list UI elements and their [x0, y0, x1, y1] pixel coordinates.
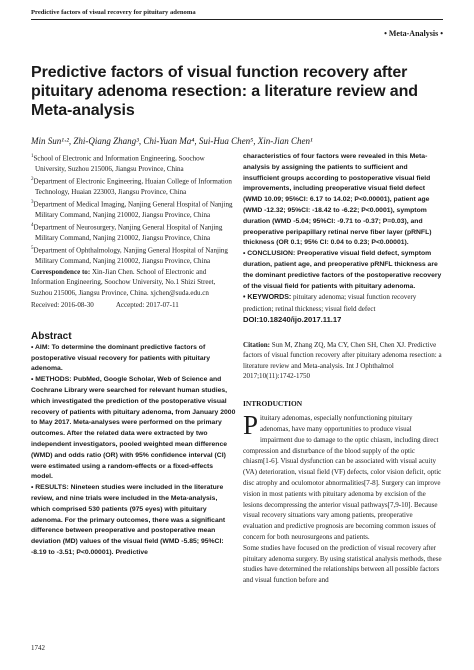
abstract-heading: Abstract: [31, 330, 72, 342]
abstract-results: • RESULTS: Nineteen studies were included in the literature review, and nine trials were included in the Meta-analysis, which comprised 530 patients (975 eyes) with pituitary adenoma. For the primary outcomes, there was a significant difference between preoperative and postoperative mean deviation (MD) values of the visual field (WMD -5.85; 95%CI: -8.19 to -3.51; P<0.00001). Predictive: [31, 484, 226, 557]
doi: DOI:10.18240/ijo.2017.11.17: [243, 314, 342, 324]
right-column: [243, 152, 443, 586]
abstract-aim: • AIM: To determine the dominant predictive factors of postoperative visual recovery for patients with pituitary adenoma.: [31, 343, 211, 373]
running-title: Predictive factors of visual recovery for pituitary adenoma: [31, 9, 196, 16]
dates-line: [31, 300, 236, 311]
introduction-paragraph-2: Some studies have focused on the prediction of visual recovery after pituitary adenoma surgery. By using statistical analysis methods, these studies have determined the relationships between all possible factors and visual function before and: [243, 543, 442, 585]
affiliation-1: $^1$School of Electronic and Information Engineering, Soochow University, Suzhou 215006, Jiangsu Province, China: [31, 154, 205, 174]
page-number: 1742: [31, 644, 45, 652]
introduction-paragraph-1: Pituitary adenomas, especially nonfunctioning pituitary adenomas, have many opportunities to produce visual impairment due to damage to the optic chiasm, including direct compression and disturbance of the blood supply of the optic chiasm[1-6]. Visual dysfunction can be associated with visual acuity (VA) deterioration, visual field (VF) defects, color vision deficit, optic disc atrophy and oculomotor abnormalities[7-8]. Surgery can improve vision in most patients with pituitary adenoma by excision of the lesions decompressing the anterior visual pathways[7,9-10]. Because visual recovery situations vary among patients, preoperative evaluation and predictive prognosis are becoming common issues of concern for both neurosurgeons and patients.: [243, 410, 442, 541]
affiliation-3: $^3$Department of Medical Imaging, Nanjing General Hospital of Nanjing Military Command, Nanjing 210002, Jiangsu Province, China: [31, 199, 233, 220]
author-list: Min Sun¹·², Zhi-Qiang Zhang³, Chi-Yuan Ma⁴, Sui-Hua Chen⁵, Xin-Jian Chen¹: [31, 136, 313, 146]
affiliation-2: $^2$Department of Electronic Engineering, Huaian College of Information Technology, Huaian 223003, Jiangsu Province, China: [31, 176, 232, 197]
citation: Citation: Sun M, Zhang ZQ, Ma CY, Chen SH, Chen XJ. Predictive factors of visual function recovery after pituitary adenoma resection: a literature review and Meta-analysis. Int J Ophthalmol 2017;10(11):1742-1750: [243, 340, 442, 380]
affiliation-list: [31, 152, 236, 267]
keywords: • KEYWORDS: pituitary adenoma; visual function recovery prediction; retinal thickness; visual field defect: [243, 293, 417, 314]
introduction-heading: INTRODUCTION: [243, 399, 303, 409]
header-rule: [31, 19, 443, 20]
correspondence: Correspondence to: Xin-Jian Chen. School of Electronic and Information Engineering, Soochow University, No.1 Shizi Street, Suzhou 215006, Jiangsu Province, China. xjchen@suda.edu.cn: [31, 267, 216, 298]
abstract-methods: • METHODS: PubMed, Google Scholar, Web of Science and Cochrane Library were searched for relevant human studies, which investigated the prediction of the postoperative visual recovery of patients with pituitary adenoma, from January 2000 to May 2017. Meta-analyses were performed on the primary outcomes. After the related data were extracted by two independent investigators, pooled weighted mean difference (WMD) and odds ratio (OR) with 95% confidence interval (CI) were estimated using a random-effects or a fixed-effects model.: [31, 376, 236, 481]
affiliation-5: $^5$Department of Ophthalmology, Nanjing General Hospital of Nanjing Military Command, Nanjing 210002, Jiangsu Province, China: [31, 245, 228, 265]
abstract-results-continued: characteristics of four factors were revealed in this Meta-analysis by assigning the patients to sufficient and insufficient groups according to postoperative visual field improvements, including preoperative visual field defect (WMD 10.09; 95%CI: 6.17 to 14.02; P<0.00001), patient age (WMD -12.32; 95%CI: -18.42 to -6.22; P<0.0001), symptom duration (WMD -5.04; 95%CI: -9.71 to -0.37; P=0.03), and preoperative peripapillary retinal nerve fiber layer (pRNFL) thickness (OR 0.1; 95% CI: 0.04 to 0.23; P<0.00001).: [243, 153, 432, 247]
affiliation-4: $^4$Department of Neurosurgery, Nanjing General Hospital of Nanjing Military Command, Nanjing 210002, Jiangsu Province, China: [31, 222, 223, 242]
section-label: • Meta-Analysis •: [384, 29, 443, 38]
drop-cap: P: [243, 410, 259, 441]
left-column: [31, 152, 236, 559]
abstract-conclusion: • CONCLUSION: Preoperative visual field defect, symptom duration, patient age, and preoperative pRNFL thickness are the dominant predictive factors of the postoperative recovery of the visual field for patients with pituitary adenoma.: [243, 250, 442, 290]
accepted-date: Accepted: 2017-07-11: [115, 301, 179, 310]
received-date: Received: 2016-08-30: [31, 301, 94, 310]
article-title: Predictive factors of visual function recovery after pituitary adenoma resection: a literature review and Meta-analysis: [31, 64, 418, 119]
